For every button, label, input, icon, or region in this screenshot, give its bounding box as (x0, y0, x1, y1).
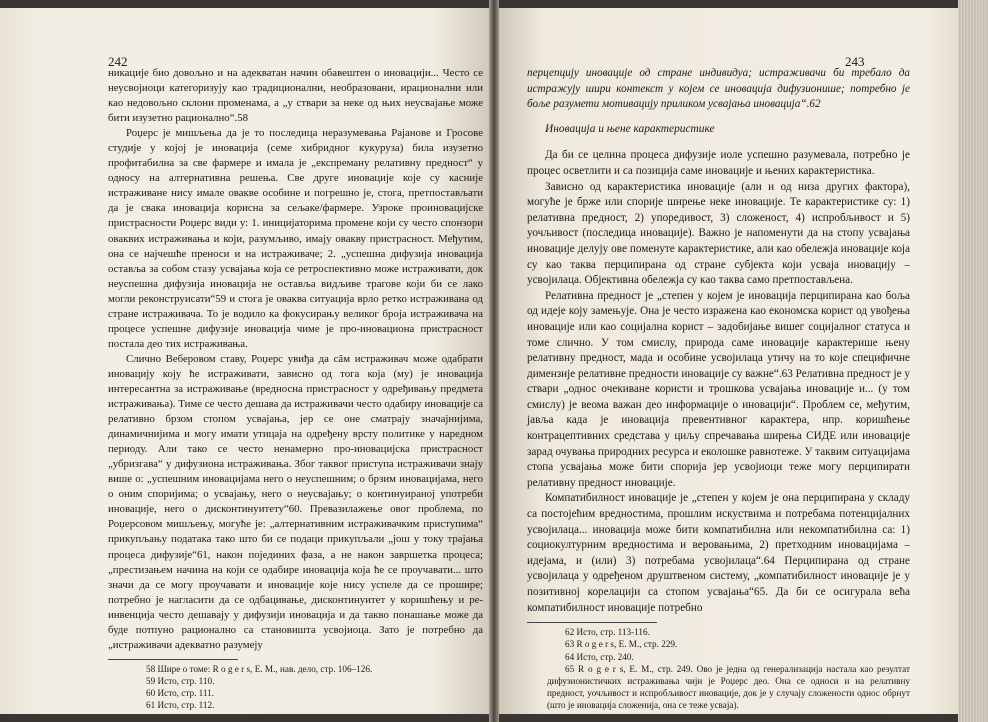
paragraph: Релативна предност је „степен у којем је иновација перципирана као боља од идеје коју замењује. Она је често изражена као економска корист од увођења иновације или као социјална корист – задобијање вишег социјалног статуса и томе слично. У том смислу, природа саме иновације карактерише њену релативну предност, мада и особине усвојилаца утичу на то које специфичне димензије релативне предности иновације су важне“.63 Релативна предност је у ствари „однос очекиване користи и трошкова усвајања иновације и... (у том смислу) је веома важан део информације о иновацији“. Проблем се, међутим, јавља када је иновација превентивног карактера, нпр. коришћење контрацептивних средстава у циљу спречавања ширења СИДЕ или иновације зарад очувања природних ресурса и еколошке равнотеже. У таквим ситуацијама стопа усвајања може бити спорија јер усвојиоци теже могу перципирати релативну предност иновације. (527, 289, 910, 489)
left-page-text (108, 66, 483, 712)
paragraph: Компатибилност иновације је „степен у којем је она перципирана у складу са постојећим вредностима, прошлим искуствима и потребама потенцијалних усвојилаца... иновација може бити компатибилна или некомпатибилна са: 1) социокултурним вредностима и веровањима, 2) претходним иновацијама – идејама, и (или) 3) потребама усвојилаца“.64 Перципирана од стране усвојилаца у одређеном друштвеном систему, „компатибилност иновације је у позитивној корелацији са стопом усвајања“65. Да би се осигурала већа компатибилност иновације потребно (527, 492, 910, 614)
footnote: 64 Исто, стр. 240. (565, 651, 634, 662)
paragraph: перцепцију иновације од стране индивидуа; истраживачи би требало да истражују шири контекст у којем се иновација дифузионише; потребно је боље разумети мотивацију приликом усвајања иновација“.62 (527, 67, 910, 111)
page-edges (958, 0, 988, 722)
section-heading: Иновација и њене карактеристике (545, 122, 715, 135)
footnote-rule (108, 659, 238, 660)
paragraph: Зависно од карактеристика иновације (али и од низа других фактора), могуће је брже или спорије ширење неке иновације. Те карактеристике су: 1) релативна предност, 2) упоредивост, 3) сложеност, 4) испробљивост и 5) уочљивост (последица иновације). Важно је напоменути да на стопу усвајања иновације делују ове поменуте карактеристике, али као обележја иновације која су као таква перципирана од стране субјекта који усваја иновацију – усвојилаца. Објективна обележја су као таква само претпостављена. (527, 180, 910, 287)
right-page-text (527, 66, 910, 712)
footnote-rule (527, 622, 657, 623)
footnote: 65 R o g e r s, E. M., стр. 249. Ово је једна од генерализација настала као резултат дифузионистичких истраживања чији је Роџерс део. Она се односи и на релативну предност, уочљивост и испробљивост иновације, док је у случају сложености однос обрнут (што је иновација сложенија, она се теже усваја). (547, 663, 910, 711)
page-number: 242 (108, 54, 128, 69)
footnote: 60 Исто, стр. 111. (146, 688, 215, 699)
paragraph: Слично Веберовом ставу, Роџерс увиђа да сâм истраживач може одабрати иновацију коју ће истраживати, зависно од тога која (му) је иновација интересантна за истраживање (вредносна пристрасност у одређивању предмета истраживања). Тиме се често дешава да истраживачи често одабиру иновације са релативно брзом стопом усвајања, јер се оне сматрају значајнијима, динамичнијима и могу имати утицаја на одређену врсту политике у наредном периоду. Али тако се често ненамерно про-иновацијска пристрасност „убризгава“ у дифузиона истраживања. Због таквог приступа истраживачи знају више о: „успешним иновацијама него о неуспешним; о брзим иновацијама, него о оним споријима; о усвајању, него о неусвајању; о континуираној употреби иновације, него о дисконтинуитету“60. Превазилажење овог проблема, по Роџерсовом мишљењу, могуће је: „алтернативним истраживачким приступима“ прикупљању података тако што би се подаци прикупљали „још у току трајања процеса дифузије“61, након појединих фаза, а не након завршетка процеса; „престизањем начина на који се одабире иновација која ће се проучавати... што значи да се могу проучавати и иновације које нису успеле да се прошире; потребно је нагласити да се одбацивање, дисконтинуитет у коришћењу и ре-инвенција често дешавају у дифузији иновација и да такво понашање може да буде потпуно рационално са становишта усвојиоца. Зато је потребно да „истраживачи адекватно разумеју (108, 352, 483, 651)
footnote: 63 R o g e r s, E. M., стр. 229. (565, 639, 678, 650)
paragraph: Да би се целина процеса дифузије иоле успешно разумевала, потребно је процес осветлити и са позиција саме иновације и њених карактеристика. (527, 149, 910, 177)
footnote: 59 Исто, стр. 110. (146, 676, 215, 687)
footnote: 58 Шире о томе: R o g e r s, E. M., нав. дело, стр. 106–126. (146, 663, 373, 674)
page-number: 243 (845, 54, 865, 69)
paragraph: Роџерс је мишљења да је то последица неразумевања Рајанове и Гросове студије у којој је иновација (семе хибридног кукуруза) била изузетно профитабилна за све фармере и имала је „експреману релативну предност“ у односу на алтернативна решења. Све друге иновације које су каснијe истраживане нису имале овакве особине и погрешно је, стога, претпостављати да је свака иновација корисна за сељаке/фармере. Узроке проиновацијске пристрасности Роџерс види у: 1. иницијаторима промене који су често спонзори оваквих истраживања и који, разумљиво, имају овакву пристрасност. Међутим, она се најчешће преноси и на истраживаче; 2. „успешна дифузија иновација оставља за собом стазу усвајања која се ретроспективно може истраживати, док неуспешна дифузија иновација не оставља видљиве трагове који би се лако могли реконструисати“59 и стога је оваква ситуација врло ретко истраживана од стране истраживача. То је водило ка фокусирању великог броја истраживача на процесе успешне дифузије иновација чиме је про-иновациона пристрасност постала део тих истраживања. (108, 127, 483, 350)
footnote: 61 Исто, стр. 112. (146, 700, 215, 711)
paragraph: никације био довољно и на адекватан начин обавештен о иновацији... Често се неусвојиоци категоризују као традиционални, необразовани, ирационални или као недовољно склони променама, а „у ствари за неке од њих неусвајање може бити изузетно рационално“.58 (108, 67, 483, 125)
book-gutter (489, 0, 499, 722)
footnote: 62 Исто, стр. 113-116. (565, 627, 650, 638)
